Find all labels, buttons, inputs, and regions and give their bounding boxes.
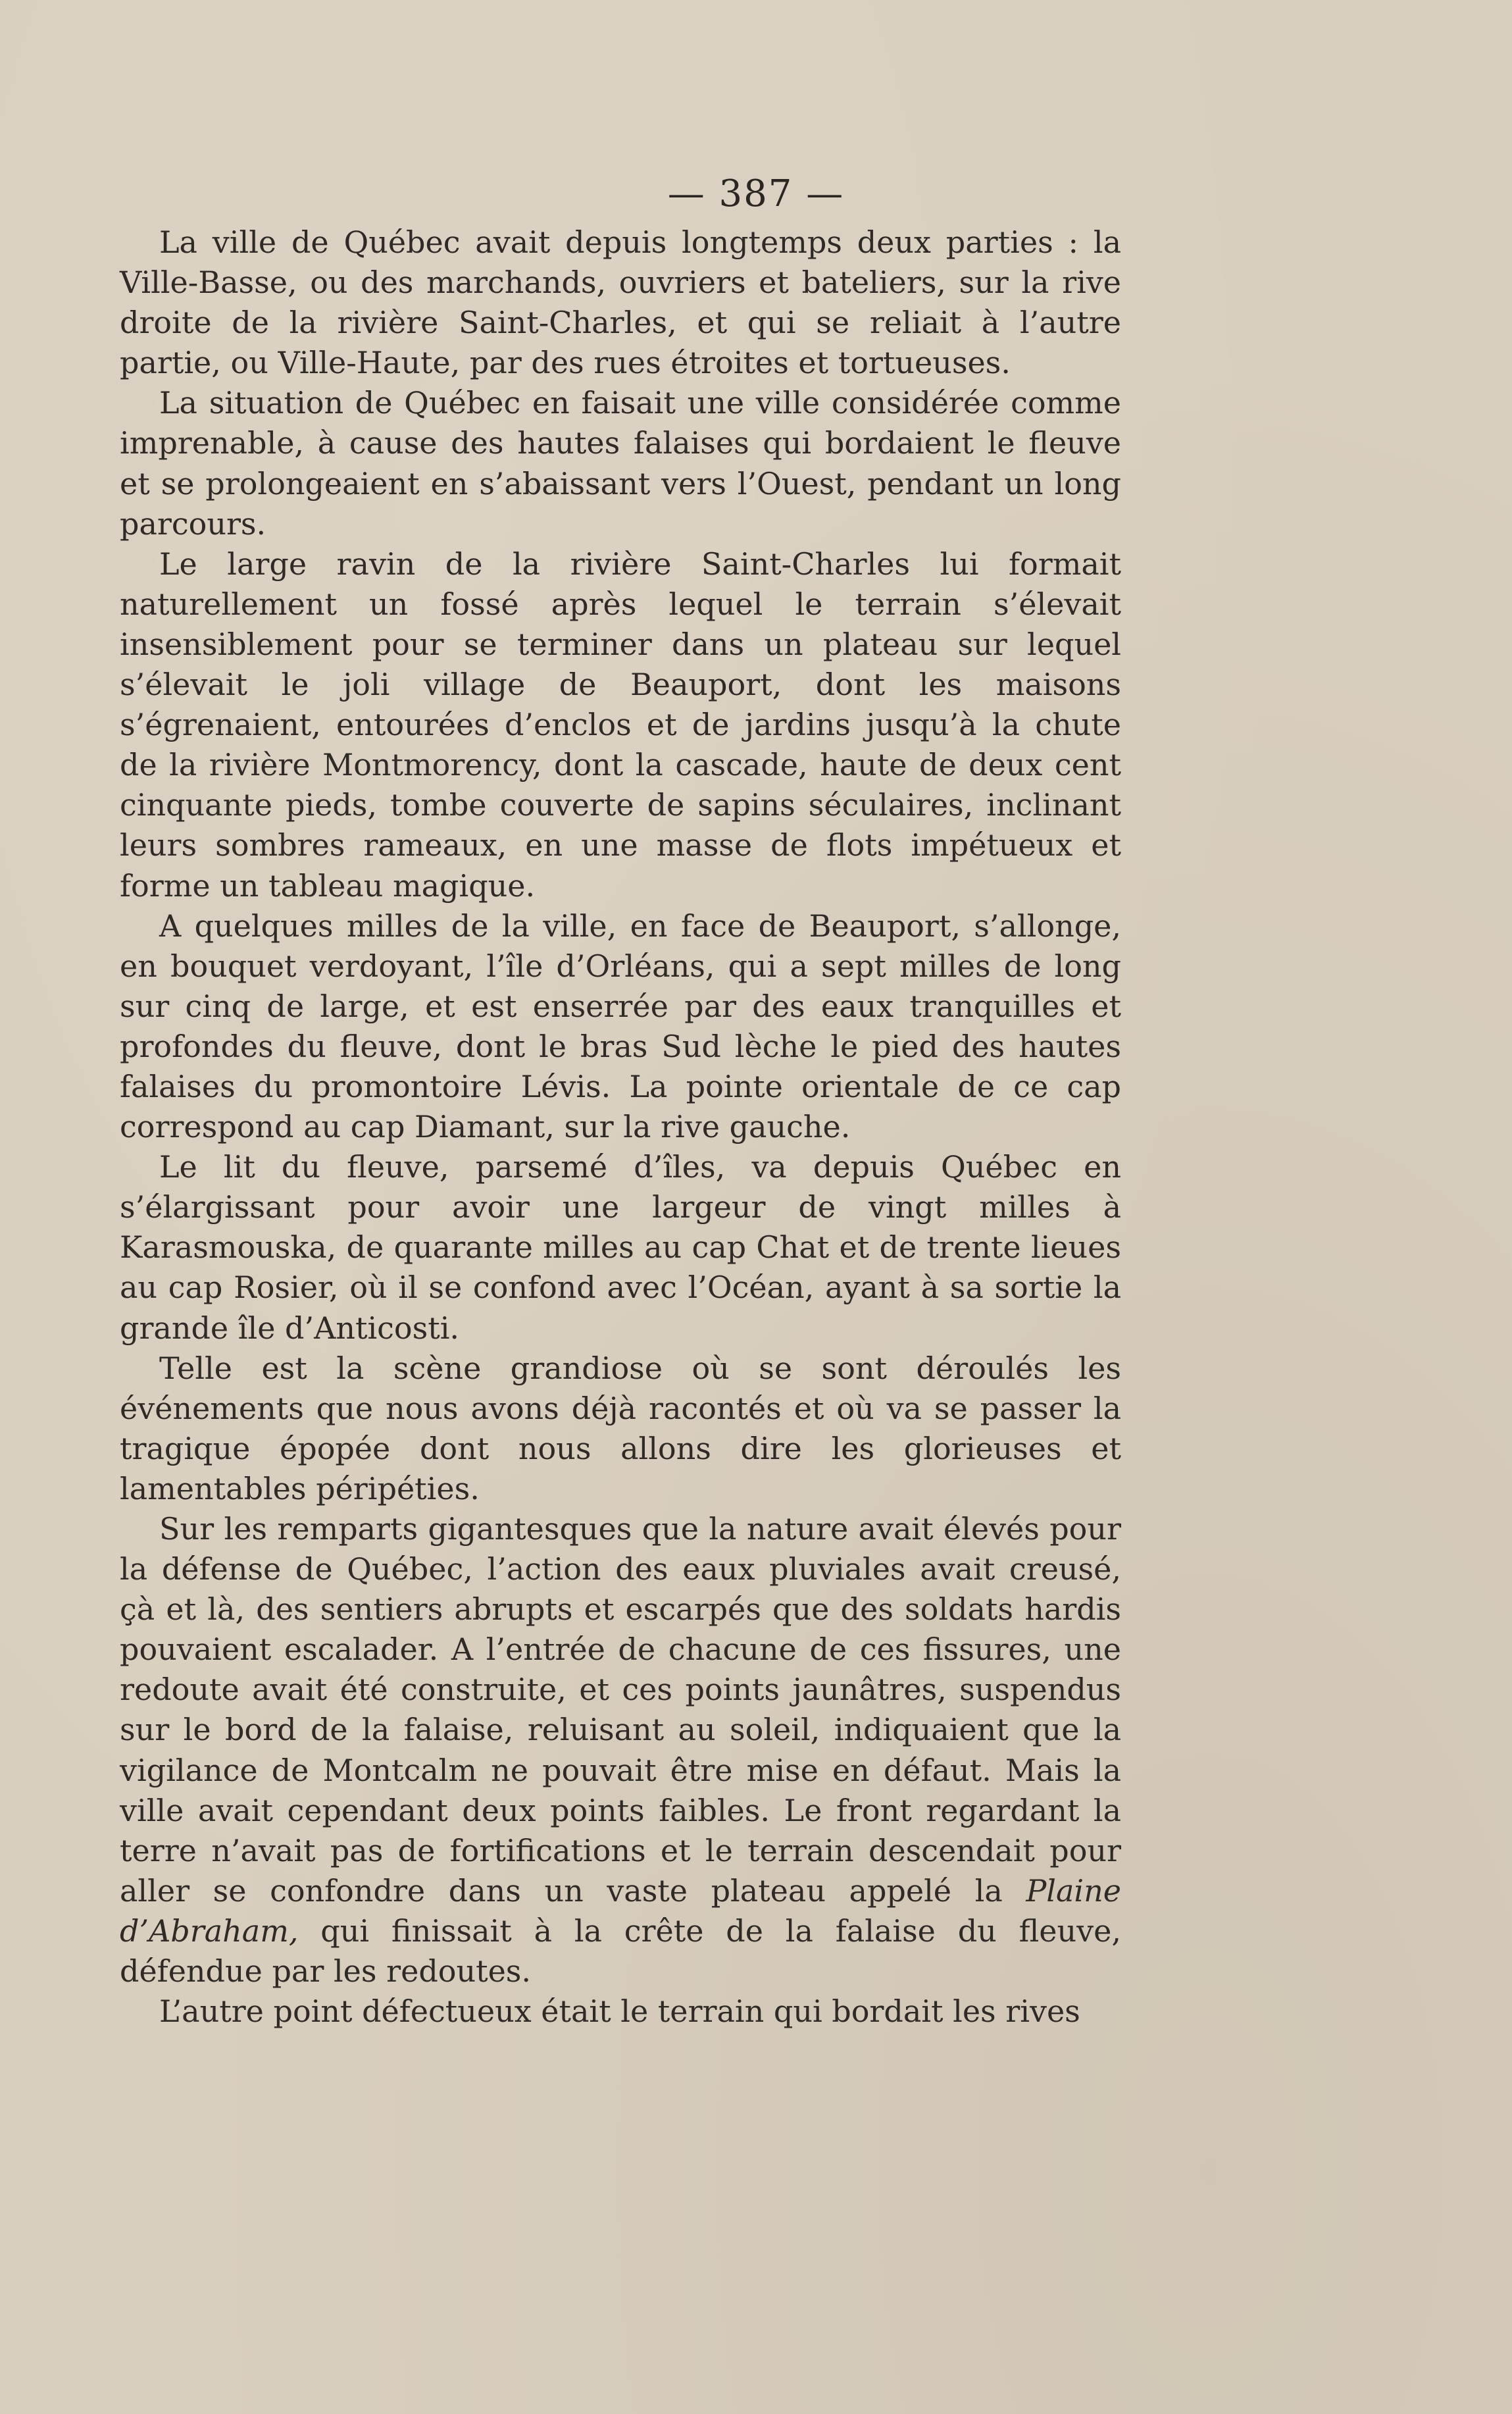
paragraph-4: A quelques milles de la ville, en face de Beauport, s’allonge, en bouquet verdoyant, l’île d’Orléans, qui a sept milles de long sur cinq de large, et est enserrée par des eaux tranquilles et profondes du fleuve, dont le bras Sud lèche le pied des hautes falaises du promontoire Lévis. La pointe orientale de ce cap correspond au cap Diamant, sur la rive gauche. [120,908,1121,1145]
paragraph-1: La ville de Québec avait depuis longtemps deux parties : la Ville-Basse, ou des marchands, ouvriers et bateliers, sur la rive droite de la rivière Saint-Charles, et qui se reliait à l’autre partie, ou Ville-Haute, par des rues étroites et tortueuses. [120,224,1121,381]
paragraph-8: L’autre point défectueux était le terrain qui bordait les rives [159,1993,1080,2030]
paragraph-3: Le large ravin de la rivière Saint-Charles lui formait naturellement un fossé après lequel le terrain s’élevait insensiblement pour se terminer dans un plateau sur lequel s’élevait le joli village de Beauport, dont les maisons s’égrenaient, entourées d’enclos et de jardins jusqu’à la chute de la rivière Montmorency, dont la cascade, haute de deux cent cinquante pieds, tombe couverte de sapins séculaires, inclinant leurs sombres rameaux, en une masse de flots impétueux et forme un tableau magique. [120,546,1121,904]
body-text [120,222,1121,2032]
page-number: — 387 — [667,172,845,215]
paragraph-7-text-start: Sur les remparts gigantesques que la nature avait élevés pour la défense de Québec, l’action des eaux pluviales avait creusé, çà et là, des sentiers abrupts et escarpés que des soldats hardis pouvaient escalader. A l’entrée de chacune de ces fissures, une redoute avait été construite, et ces points jaunâtres, suspendus sur le bord de la falaise, reluisant au soleil, indiquaient que la vigilance de Montcalm ne pouvait être mise en défaut. Mais la ville avait cependant deux points faibles. Le front regardant la terre n’avait pas de fortifications et le terrain descendait pour aller se confondre dans un vaste plateau appelé la [120,1511,1121,1909]
paragraph-6: Telle est la scène grandiose où se sont déroulés les événements que nous avons déjà racontés et où va se passer la tragique épopée dont nous allons dire les glorieuses et lamentables péripéties. [120,1350,1121,1506]
paragraph-7-text-end: qui finissait à la crête de la falaise du fleuve, défendue par les redoutes. [120,1913,1121,1990]
plaine-abraham-italic: Plaine d’Abraham, [120,1872,1121,1949]
paragraph-7 [120,1509,1121,1991]
paragraph-5: Le lit du fleuve, parsemé d’îles, va depuis Québec en s’élargissant pour avoir une largeur de vingt milles à Karasmouska, de quarante milles au cap Chat et de trente lieues au cap Rosier, où il se confond avec l’Océan, ayant à sa sortie la grande île d’Anticosti. [120,1149,1121,1346]
paragraph-2: La situation de Québec en faisait une ville considérée comme imprenable, à cause des hautes falaises qui bordaient le fleuve et se prolongeaient en s’abaissant vers l’Ouest, pendant un long parcours. [120,385,1121,542]
